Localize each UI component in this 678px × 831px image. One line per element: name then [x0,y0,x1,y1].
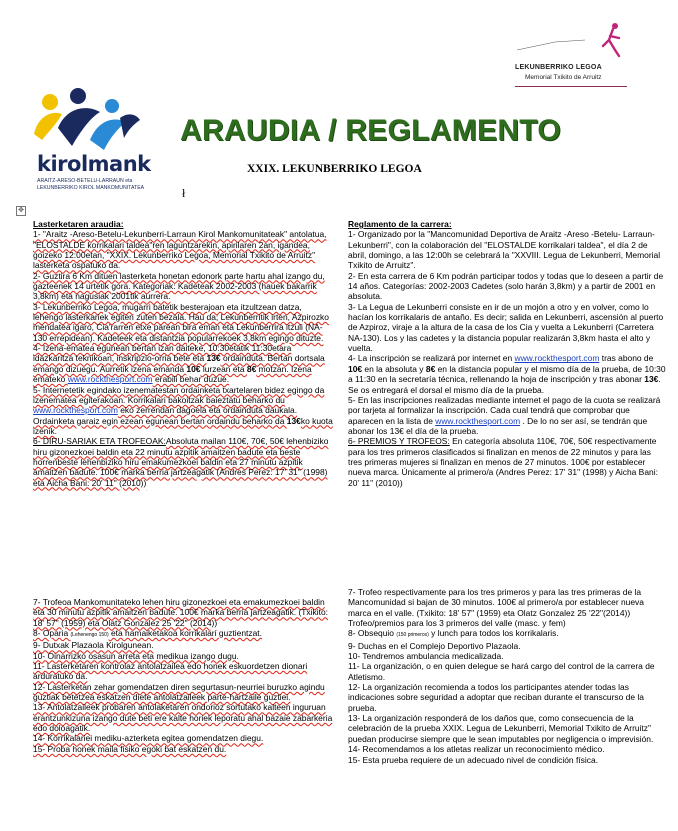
spanish-rule-2: 2- En esta carrera de 6 Km podrán participar todos y todas que lo deseen a partir de 14 años. Categorías: 2002-2003 Cadetes (solo harán 3,8km) y a partir de 2001 en absoluta. [348,270,664,302]
spanish-rules-bottom [348,587,666,765]
basque-rule-4: 4- Izena-ematea egunean bertan izan daiteke, 10:30etatik 11:30etara idazkaritza teknikoan, inskripzio-orria bete eta 13€ ordainduta. Bertan dortsala emango dizuegu. Aurretik izena emanda 10€ lurzean eta 8€ motzan. Izena emateko www.rockthesport.com erabili behar duzue. [33,343,325,385]
logo-right-divider [515,86,627,87]
basque-rule-7: 7- Trofeoa Mankomunitateko lehen hiru gizonezkoei eta emakumezkoei baldin eta 30 minutu azpitik amaitzen badute. 100€ marka berria jartzeagatik. (Txikito: 18' 57" (1959) eta Olatz Gonzalez 25 '22" (2014)) [33,597,328,628]
rockthesport-link[interactable]: www.rockthesport.com [514,353,600,364]
runner-figure-icon [515,20,627,62]
spanish-rule-8: 8- Obsequio (150 primeros) y lunch para todos los korrikalaris. [348,628,559,639]
basque-rule-12: 12- Lasterketan zehar gomendatzen diren segurtasun-neurriei buruzko agindu guztiak betetzea eskatzen diete antolatzaileek parte-hartzaile guztiei. [33,681,325,703]
lekunberriko-legoa-logo [515,20,665,90]
spanish-rule-1: 1- Organizado por la "Mancomunidad Deportiva de Araitz -Areso -Betelu- Larraun-Lekunberri", con la colaboración del "ELOSTALDE korrikalari taldea", el día 2 de abril, domingo, a las 12:00h se celebrará la "XXVIII. Legua de Lekunberri, Memorial Txikito de Arruitz". [348,229,661,271]
basque-rule-10: 10- Oinarrizko osasun arreta eta medikua izango dugu. [33,650,239,661]
page-subtitle: XXIX. LEKUNBERRIKO LEGOA [247,163,422,175]
spanish-rule-15: 15- Esta prueba requiere de un adecuado nivel de condición física. [348,754,599,765]
kirolmank-subtitle-1: ARAITZ-ARESO-BETELU-LARRAUN eta [37,178,133,184]
spanish-rule-4: 4- La inscripción se realizará por internet en www.rockthesport.com tras abono de 10€ en la absoluta y 8€ en la distancia popular y el mismo día de la prueba, de 10:30 a 11:30 en la secretaría técnica, rellenando la hoja de inscripción y tras abonar 13€. Se os entregará el dorsal el mismo día de la prueba. [348,353,666,395]
spanish-rule-12: 12- La organización recomienda a todos los participantes atender todas las indicaciones sobre seguridad a adoptar que reciban durante el transcurso de la prueba. [348,682,644,713]
logo-right-title: LEKUNBERRIKO LEGOA [515,64,602,71]
spanish-rule-11: 11- La organización, o en quien delegue se hará cargo del control de la carrera de Atletismo. [348,661,655,682]
basque-rule-1: 1- "Araitz -Areso-Betelu-Lekunberri-Larraun Kirol Mankomunitateak" antolatua, "ELOSTALDE korrikalari taldea"ren laguntzarekin, apirilaren 2an, igandea, goizeko 12:00etan, "XXIX. Lekunberriko Legoa, Memorial Txikito de Arruitz" lasterketa ospatuko da. [33,229,327,271]
logo-right-subtitle: Memorial Txikito de Arruitz [525,74,602,81]
spanish-rule-5: 5- En las inscripciones realizadas mediante internet el pago de la cuota se realizará por tarjeta al formalizar la inscripción. Cada cual tendrá que comprobar que aparecen en la lista de www.rockthesport.com . De lo no ser así, se tendrán que abonar los 13€ el día de la prueba. [348,394,661,436]
spanish-rules-top [348,219,666,488]
basque-rules-heading: Lasterketaren araudia: [33,219,124,229]
basque-rule-3: 3- Lekunberriko Legoa, mugarri batetik besterajoan eta itzultzean datza, lehengo lasterkariek egiten zuten bezala. Hau da; Lekunberritik irten, Azpirozko mendatea igaro, Cia'rarren etxe parean bira eman eta Lekunberrira itzuli (NA-130 errepidean). Kadeteek eta distantzia popularrekoek 3,8km egingo dituzte. [33,301,329,343]
spanish-rule-6: 6- PREMIOS Y TROFEOS: En categoría absoluta 110€, 70€, 50€ respectivamente para los tres primeros clasificados si finalizan en menos de 22 minutos y para las tres primeras mujeres si finalizan en menos de 27 minutos. 100€ por establecer nueva marca. Únicamente al primero/a (Andres Perez: 17' 31" (1998) y Aicha Bani: 20' 11" (2010)) [348,436,658,488]
basque-rule-9: 9- Dutxak Plazaola Kirolgunean. [33,640,154,651]
rockthesport-link[interactable]: www.rockthesport.com [435,415,521,426]
basque-rule-15: 15- Proba honek maila fisiko egoki bat eskatzen du. [33,743,227,754]
rockthesport-link[interactable]: www.rockthesport.com [33,405,118,416]
spanish-rule-7: 7- Trofeo respectivamente para los tres primeros y para las tres primeras de la Mancomunidad si bajan de 30 minutos. 100€ al primero/a por establecer nueva marca en el valle. (Txikito: 18' 57" (1959) eta Olatz Gonzalez 25 '22"(2014)) Trofeo/premios para los 3 primeros del valle (masc. y fem) [348,587,644,629]
table-move-handle-icon[interactable]: ✥ [16,206,26,216]
basque-rules-top [33,219,333,488]
basque-rule-5: 5- Internetetik egindako izenematestan ordainketa txartelaren bidez egingo da izenematea egiterakoan. Korrikalari bakoitzak baieztatu beharko du www.rockthesport.com eko zerrendan dagoela eta ordainduta daukala. Ordainketa garaiz egin ezean egunean bertan ordaindu beharko da 13€ko kuota izenik. [33,384,333,436]
basque-rule-11: 11- Lasterketaren kontrolaz antolatzailea edo honek eskuordetzen dionari arduratuko da. [33,661,308,682]
page-title: ARAUDIA / REGLAMENTO [180,114,561,147]
kirolmank-subtitle-2: LEKUNBERRIKO KIROL MANKOMUNITATEA [37,185,145,191]
basque-rule-8: 8- Oparia (Lehenengo 150) eta hamaiketakoa korrikalari guztientzat. [33,628,262,639]
spanish-rule-3: 3- La Legua de Lekunberri consiste en ir de un mojón a otro y en volver, como lo hacían los korrikalaris de antaño. Es decir; salida en Lekunberri, ascensión al puerto de Azpiroz, viraje a la altura de la casa de los Cia y vuelta a Lekunberri (Carretera NA-130). Los y las cadetes y la distancia popular realizarán 3,8km hasta el alto y vuelta. [348,301,664,354]
basque-rule-2: 2- Guztira 6 Km dituen lasterketa honetan edonork parte hartu ahal izango du, gazteenek 14 urtetik gora. Kategoriak: Kadeteak 2002-2003 (hauek bakarrik 3,8km) eta nagusiak 2001tik aurrera. [33,270,325,302]
rockthesport-link[interactable]: www.rockthesport.com [67,374,153,385]
basque-rule-14: 14- Korrikalariei mediku-azterketa egitea gomendatzen diegu. [33,733,264,744]
basque-rule-13: 13- Antolatzaileek probaren antolaketaren ondorioz sortutako kalteen inguruan erantzunkizuna izango dute beti ere kalte horiek leporatu ahal bazaie zabarkeria edo doloagatik. [33,702,333,734]
basque-rule-6: 6- DIRU-SARIAK ETA TROFEOAK:Absoluta mailan 110€, 70€, 50€ lehenbiziko hiru gizonezkoei baldin eta 22 minutu azpitik amaitzen badute eta beste horrenbeste lehenbiziko hiru emakumezkoei baldin eta 27 minutu azpitik amaitzen badute. 100€ marka berria jartzeagatik (Andres Perez: 17' 31" (1998) eta Aicha Bani: 20' 11" (2010)) [33,436,329,488]
kirolmank-figures-icon [28,88,148,154]
text-cursor: ł [182,186,186,200]
spanish-rule-13: 13- La organización responderá de los daños que, como consecuencia de la celebración de la prueba XXIX. Legua de Lekunberri, Memorial Txikito de Arruitz" puedan producirse siempre que le sean imputables por negligencia o imprevisión. [348,713,654,744]
spanish-rule-14: 14- Recomendamos a los atletas realizar un reconocimiento médico. [348,744,605,755]
spanish-rule-10: 10- Tendremos ambulancia medicalizada. [348,651,504,662]
spanish-rules-heading: Reglamento de la carrera: [348,219,452,229]
basque-rules-bottom [33,597,333,754]
kirolmank-wordmark: kirolmank [37,152,151,176]
spanish-rule-9: 9- Duchas en el Complejo Deportivo Plazaola. [348,640,521,651]
